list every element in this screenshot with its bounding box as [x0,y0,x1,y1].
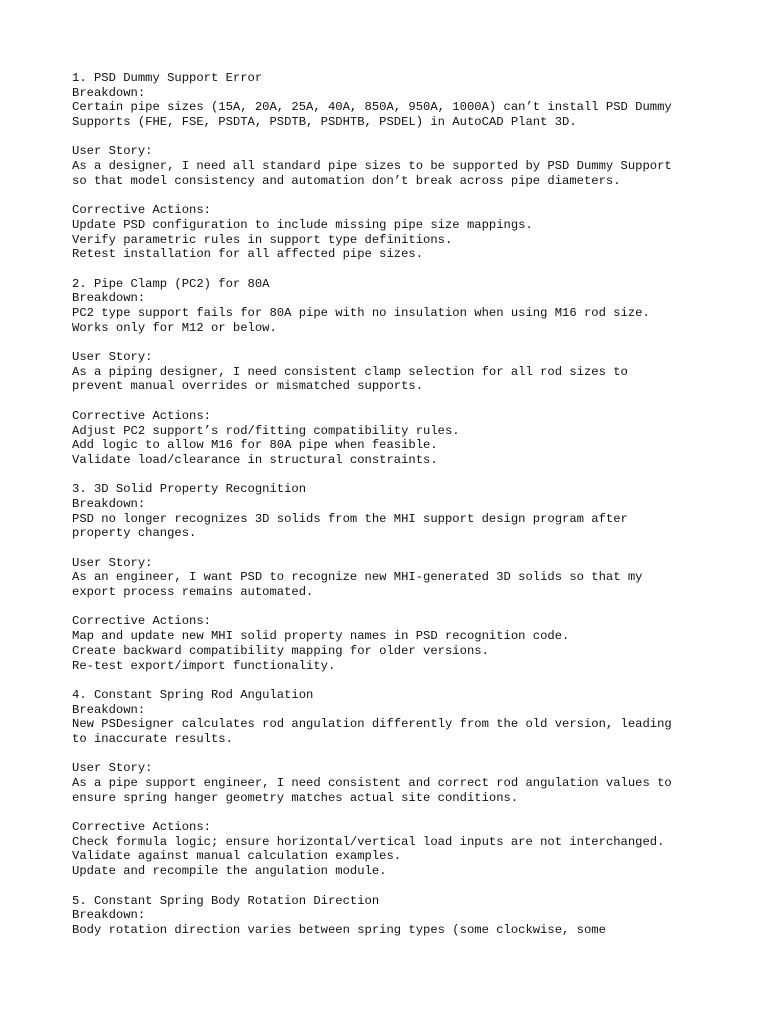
spacer [72,189,752,204]
section-title: 5. Constant Spring Body Rotation Direction [72,893,380,908]
corrective-action: Adjust PC2 support’s rod/fitting compatibility rules. [72,423,460,438]
spacer [72,747,752,762]
spacer [72,394,752,409]
breakdown-line: PC2 type support fails for 80A pipe with no insulation when using M16 rod size. [72,306,650,320]
user-story-line: As an engineer, I want PSD to recognize new MHI-generated 3D solids so that my [72,570,643,585]
issue-section-5 [72,894,752,938]
user-story-line: As a piping designer, I need consistent clamp selection for all rod sizes to [72,364,628,379]
breakdown-label: Breakdown: [72,85,146,100]
issue-section-1 [72,71,752,277]
corrective-action: Re-test export/import functionality. [72,658,336,673]
corrective-action: Retest installation for all affected pipe sizes. [72,247,424,262]
corrective-action: Validate against manual calculation examples. [72,849,402,864]
spacer [72,130,752,145]
corrective-action: Add logic to allow M16 for 80A pipe when feasible. [72,438,438,453]
spacer [72,262,752,277]
corrective-actions-label: Corrective Actions: [72,614,211,629]
document-page [72,71,752,938]
user-story-label: User Story: [72,350,153,365]
section-title: 3. 3D Solid Property Recognition [72,482,307,497]
breakdown-line: PSD no longer recognizes 3D solids from the MHI support design program after [72,511,628,526]
breakdown-line: to inaccurate results. [72,731,233,746]
breakdown-line: Supports (FHE, FSE, PSDTA, PSDTB, PSDHTB, PSDEL) in AutoCAD Plant 3D. [72,115,577,130]
corrective-actions-label: Corrective Actions: [72,820,211,835]
breakdown-line: Body rotation direction varies between spring types (some clockwise, some [72,922,606,937]
section-title: 2. Pipe Clamp (PC2) for 80A [72,276,270,291]
corrective-action: Check formula logic; ensure horizontal/vertical load inputs are not interchanged. [72,834,665,849]
user-story-label: User Story: [72,144,153,159]
breakdown-line: New PSDesigner calculates rod angulation differently from the old version, leading [72,717,672,732]
breakdown-label: Breakdown: [72,291,146,306]
corrective-actions-label: Corrective Actions: [72,408,211,423]
user-story-line: As a designer, I need all standard pipe sizes to be supported by PSD Dummy Support [72,159,672,174]
breakdown-line: property changes. [72,526,197,541]
user-story-label: User Story: [72,761,153,776]
spacer [72,335,752,350]
spacer [72,600,752,615]
spacer [72,468,752,483]
corrective-action: Validate load/clearance in structural constraints. [72,452,438,467]
spacer [72,879,752,894]
user-story-label: User Story: [72,555,153,570]
spacer [72,673,752,688]
corrective-action: Update and recompile the angulation module. [72,864,387,879]
breakdown-line: Certain pipe sizes (15A, 20A, 25A, 40A, 850A, 950A, 1000A) can’t install PSD Dummy [72,100,672,115]
corrective-action: Update PSD configuration to include missing pipe size mappings. [72,217,533,232]
corrective-action: Map and update new MHI solid property names in PSD recognition code. [72,629,570,644]
breakdown-line: Works only for M12 or below. [72,320,277,335]
corrective-action: Create backward compatibility mapping for older versions. [72,643,489,658]
section-title: 1. PSD Dummy Support Error [72,71,263,85]
section-title: 4. Constant Spring Rod Angulation [72,687,314,702]
spacer [72,805,752,820]
spacer [72,541,752,556]
user-story-line: export process remains automated. [72,585,314,600]
breakdown-label: Breakdown: [72,908,146,923]
user-story-line: prevent manual overrides or mismatched supports. [72,379,424,394]
breakdown-label: Breakdown: [72,496,146,511]
corrective-actions-label: Corrective Actions: [72,203,211,218]
issue-section-4 [72,688,752,894]
user-story-line: As a pipe support engineer, I need consistent and correct rod angulation values to [72,776,672,790]
issue-section-2 [72,277,752,483]
corrective-action: Verify parametric rules in support type definitions. [72,232,453,247]
issue-section-3 [72,482,752,688]
user-story-line: so that model consistency and automation don’t break across pipe diameters. [72,173,621,188]
user-story-line: ensure spring hanger geometry matches actual site conditions. [72,790,519,805]
breakdown-label: Breakdown: [72,702,146,717]
